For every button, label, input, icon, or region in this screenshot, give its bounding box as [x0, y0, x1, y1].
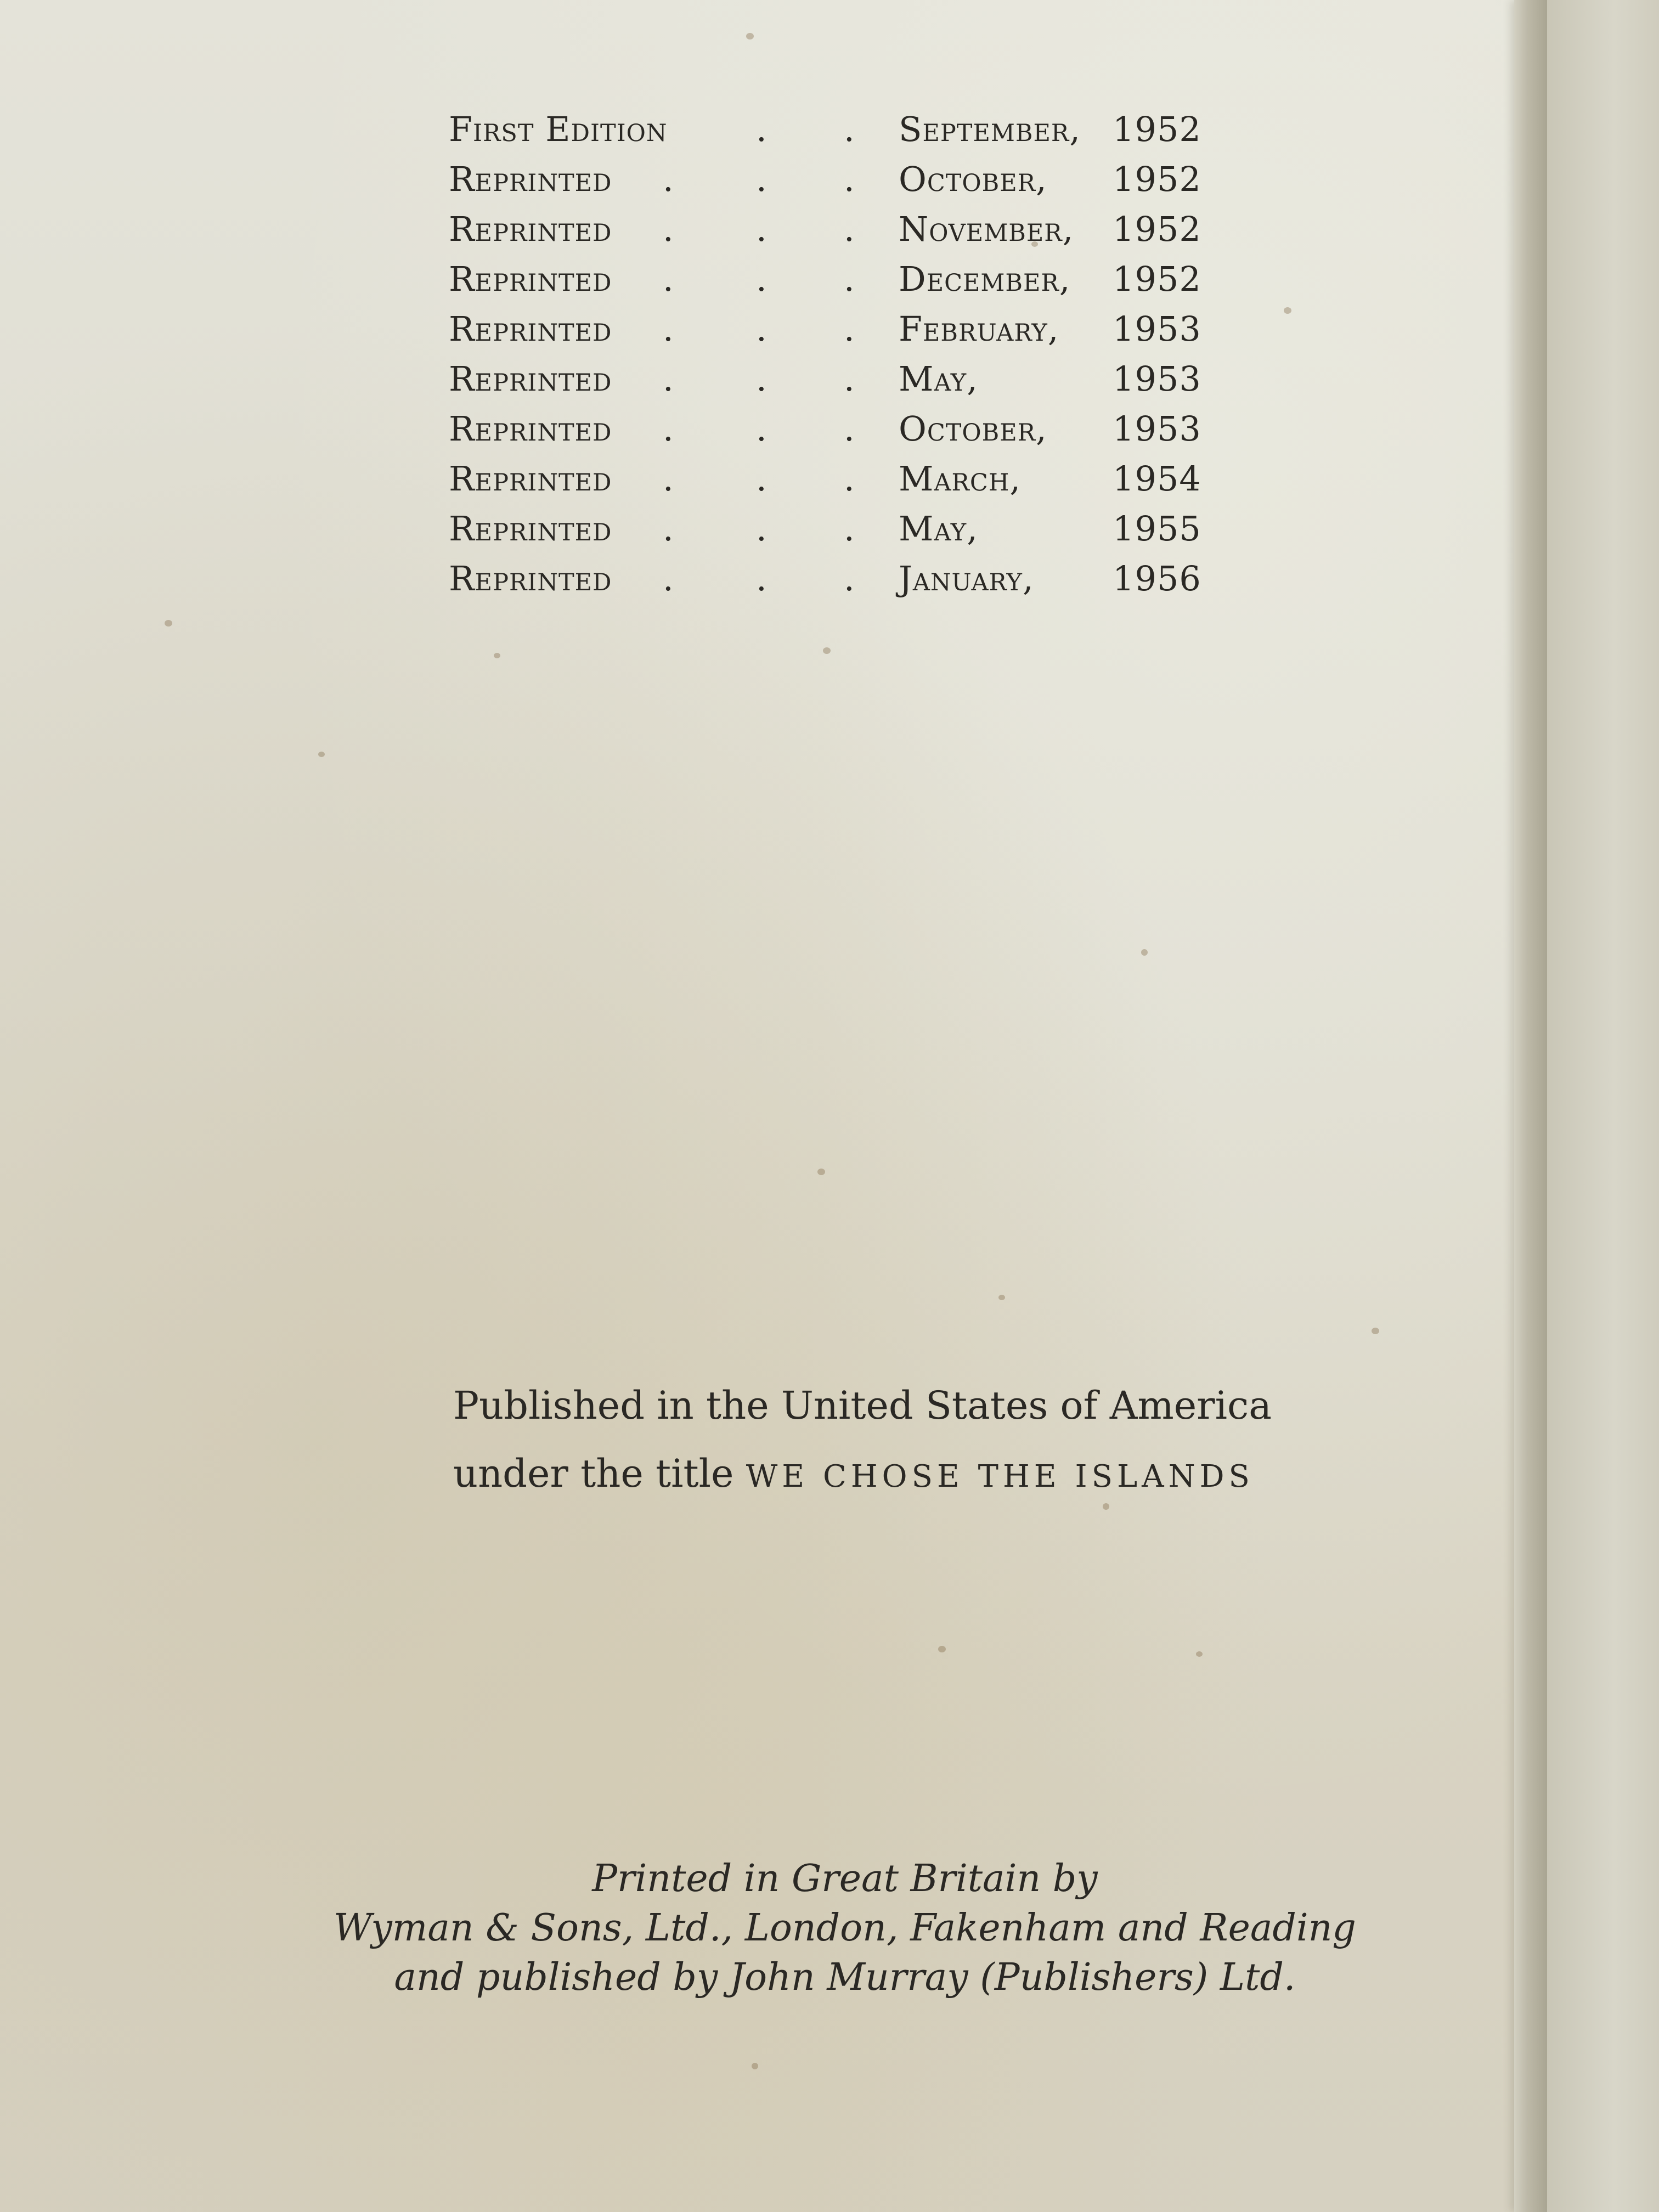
- edition-row: [449, 454, 1239, 504]
- edition-row: [449, 204, 1239, 254]
- edition-year: 1952: [1113, 259, 1201, 299]
- leader-dot: .: [844, 558, 855, 599]
- paper-speck: [1103, 1503, 1109, 1510]
- edition-year: 1955: [1113, 509, 1201, 549]
- edition-year: 1953: [1113, 359, 1201, 399]
- us-book-title: WE CHOSE THE ISLANDS: [746, 1459, 1254, 1494]
- edition-month: October,: [899, 159, 1047, 199]
- edition-label: Reprinted: [449, 309, 612, 349]
- paper-speck: [318, 752, 325, 757]
- leader-dot: .: [756, 209, 768, 249]
- edition-year: 1953: [1113, 309, 1201, 349]
- leader-dot: .: [756, 309, 768, 349]
- edition-label: First Edition: [449, 109, 668, 149]
- leader-dot: .: [756, 109, 768, 149]
- leader-dot: .: [844, 309, 855, 349]
- edition-row: [449, 304, 1239, 354]
- paper-speck: [746, 33, 754, 40]
- paper-speck: [1372, 1328, 1379, 1334]
- edition-label: Reprinted: [449, 159, 612, 199]
- edition-label: Reprinted: [449, 259, 612, 299]
- printer-colophon: [307, 1854, 1383, 2002]
- edition-month: October,: [899, 409, 1047, 449]
- leader-dot: .: [844, 209, 855, 249]
- edition-month: February,: [899, 309, 1059, 349]
- edition-label: Reprinted: [449, 558, 612, 599]
- page-edge: [1514, 0, 1547, 2212]
- edition-label: Reprinted: [449, 459, 612, 499]
- edition-label: Reprinted: [449, 409, 612, 449]
- leader-dot: .: [844, 459, 855, 499]
- edition-label: Reprinted: [449, 509, 612, 549]
- paper-speck: [494, 653, 500, 658]
- leader-dot: .: [663, 509, 674, 549]
- leader-dot: .: [663, 159, 674, 199]
- leader-dot: .: [756, 259, 768, 299]
- edition-month: December,: [899, 259, 1071, 299]
- edition-month: September,: [899, 109, 1081, 149]
- leader-dot: .: [663, 259, 674, 299]
- paper-speck: [1141, 949, 1148, 956]
- edition-month: March,: [899, 459, 1022, 499]
- edition-year: 1952: [1113, 159, 1201, 199]
- edition-row: [449, 504, 1239, 554]
- leader-dot: .: [756, 359, 768, 399]
- leader-dot: .: [844, 109, 855, 149]
- colophon-line: Wyman & Sons, Ltd., London, Fakenham and Reading: [334, 1906, 1356, 1950]
- colophon-line: and published by John Murray (Publishers) Ltd.: [394, 1956, 1296, 1999]
- leader-dot: .: [756, 159, 768, 199]
- edition-month: January,: [899, 558, 1034, 599]
- edition-year: 1954: [1113, 459, 1201, 499]
- paper-speck: [752, 2063, 758, 2069]
- leader-dot: .: [663, 409, 674, 449]
- leader-dot: .: [663, 209, 674, 249]
- edition-year: 1952: [1113, 109, 1201, 149]
- us-publication-line: Published in the United States of America: [453, 1383, 1272, 1428]
- leader-dot: .: [844, 159, 855, 199]
- paper-speck: [817, 1169, 825, 1175]
- leader-dot: .: [844, 409, 855, 449]
- paper-speck: [1284, 307, 1291, 314]
- leader-dot: .: [756, 558, 768, 599]
- edition-year: 1956: [1113, 558, 1201, 599]
- us-publication-title-line: [453, 1440, 1276, 1511]
- edition-label: Reprinted: [449, 209, 612, 249]
- leader-dot: .: [844, 259, 855, 299]
- paper-speck: [165, 620, 172, 627]
- paper-speck: [998, 1295, 1005, 1300]
- edition-year: 1953: [1113, 409, 1201, 449]
- leader-dot: .: [663, 459, 674, 499]
- leader-dot: .: [844, 359, 855, 399]
- edition-label: Reprinted: [449, 359, 612, 399]
- background-surface: [1547, 0, 1659, 2212]
- edition-row: [449, 154, 1239, 204]
- paper-speck: [1196, 1651, 1203, 1657]
- edition-row: [449, 354, 1239, 404]
- leader-dot: .: [663, 309, 674, 349]
- edition-row: [449, 554, 1239, 603]
- leader-dot: .: [663, 558, 674, 599]
- leader-dot: .: [663, 359, 674, 399]
- leader-dot: .: [844, 509, 855, 549]
- us-title-prefix: under the title: [453, 1451, 734, 1496]
- leader-dot: .: [756, 459, 768, 499]
- paper-speck: [938, 1646, 946, 1652]
- edition-row: [449, 404, 1239, 454]
- us-publication-notice: [453, 1372, 1276, 1511]
- edition-month: May,: [899, 359, 978, 399]
- paper-speck: [1031, 241, 1038, 247]
- edition-month: November,: [899, 209, 1074, 249]
- edition-history-list: [449, 104, 1239, 603]
- edition-row: [449, 104, 1239, 154]
- edition-row: [449, 254, 1239, 304]
- paper-speck: [823, 647, 831, 654]
- colophon-line: Printed in Great Britain by: [592, 1857, 1098, 1900]
- leader-dot: .: [756, 509, 768, 549]
- edition-year: 1952: [1113, 209, 1201, 249]
- edition-month: May,: [899, 509, 978, 549]
- leader-dot: .: [756, 409, 768, 449]
